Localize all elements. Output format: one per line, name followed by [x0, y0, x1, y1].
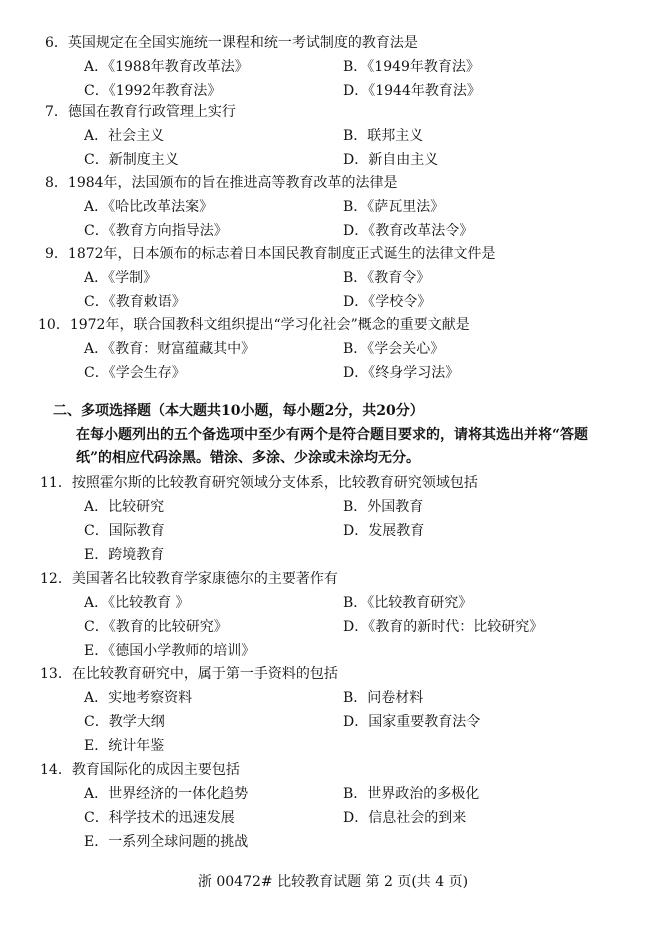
option-d: D．信息社会的到来 — [343, 810, 467, 826]
option-a: A．《1988年教育改革法》 — [84, 59, 249, 75]
option-b: B．问卷材料 — [343, 690, 424, 706]
option-d: D．《1944年教育法》 — [343, 83, 481, 99]
option-e: E．《德国小学教师的培训》 — [84, 643, 256, 659]
question-stem: 13．在比较教育研究中，属于第一手资料的包括 — [40, 666, 338, 682]
option-a: A．《学制》 — [84, 270, 158, 286]
option-b: B．《1949年教育法》 — [343, 59, 480, 75]
question-stem: 6．英国规定在全国实施统一课程和统一考试制度的教育法是 — [45, 35, 418, 51]
option-c: C．教学大纲 — [84, 714, 165, 730]
option-c: C．新制度主义 — [84, 152, 179, 168]
option-a: A．比较研究 — [84, 499, 165, 515]
option-a: A．社会主义 — [84, 128, 165, 144]
option-d: D．《学校令》 — [343, 294, 432, 310]
option-c: C．《教育的比较研究》 — [84, 619, 228, 635]
option-b: B．世界政治的多极化 — [343, 786, 480, 802]
option-e: E．跨境教育 — [84, 547, 165, 563]
option-c: C．《1992年教育法》 — [84, 83, 222, 99]
option-d: D．发展教育 — [343, 523, 425, 539]
question-stem: 8．1984年，法国颁布的旨在推进高等教育改革的法律是 — [45, 175, 398, 191]
option-d: D．新自由主义 — [343, 152, 439, 168]
question-stem: 10．1972年，联合国教科文组织提出“学习化社会”概念的重要文献是 — [38, 317, 470, 333]
section-instruction-line1: 在每小题列出的五个备选项中至少有两个是符合题目要求的，请将其选出并将“答题 — [76, 427, 589, 443]
section-title: 二、多项选择题（本大题共10小题，每小题2分，共20分） — [53, 403, 424, 419]
option-b: B．《比较教育研究》 — [343, 595, 473, 611]
question-stem: 12．美国著名比较教育学家康德尔的主要著作有 — [40, 571, 338, 587]
option-a: A．《哈比改革法案》 — [84, 199, 214, 215]
option-d: D．《教育的新时代：比较研究》 — [343, 619, 544, 635]
option-a: A．《教育：财富蕴藏其中》 — [84, 341, 256, 357]
option-c: C．科学技术的迅速发展 — [84, 810, 235, 826]
option-e: E．一系列全球问题的挑战 — [84, 834, 249, 850]
option-b: B．《萨瓦里法》 — [343, 199, 445, 215]
option-a: A．实地考察资料 — [84, 690, 193, 706]
option-c: C．《教育敕语》 — [84, 294, 186, 310]
option-c: C．《教育方向指导法》 — [84, 223, 228, 239]
question-stem: 14．教育国际化的成因主要包括 — [40, 762, 240, 778]
page-footer: 浙 00472# 比较教育试题 第 2 页(共 4 页) — [197, 874, 469, 890]
option-a: A．《比较教育 》 — [84, 595, 190, 611]
question-stem: 11．按照霍尔斯的比较教育研究领域分支体系，比较教育研究领域包括 — [40, 475, 478, 491]
question-stem: 9．1872年，日本颁布的标志着日本国民教育制度正式诞生的法律文件是 — [45, 246, 496, 262]
section-instruction-line2: 纸”的相应代码涂黑。错涂、多涂、少涂或未涂均无分。 — [76, 450, 421, 466]
option-d: D．《教育改革法令》 — [343, 223, 474, 239]
option-b: B．外国教育 — [343, 499, 424, 515]
option-e: E．统计年鉴 — [84, 738, 165, 754]
option-c: C．《学会生存》 — [84, 365, 186, 381]
option-d: D．《终身学习法》 — [343, 365, 460, 381]
option-c: C．国际教育 — [84, 523, 165, 539]
question-stem: 7．德国在教育行政管理上实行 — [45, 104, 236, 120]
option-a: A．世界经济的一体化趋势 — [84, 786, 249, 802]
option-b: B．《学会关心》 — [343, 341, 445, 357]
option-d: D．国家重要教育法令 — [343, 714, 481, 730]
option-b: B．《教育令》 — [343, 270, 431, 286]
option-b: B．联邦主义 — [343, 128, 424, 144]
